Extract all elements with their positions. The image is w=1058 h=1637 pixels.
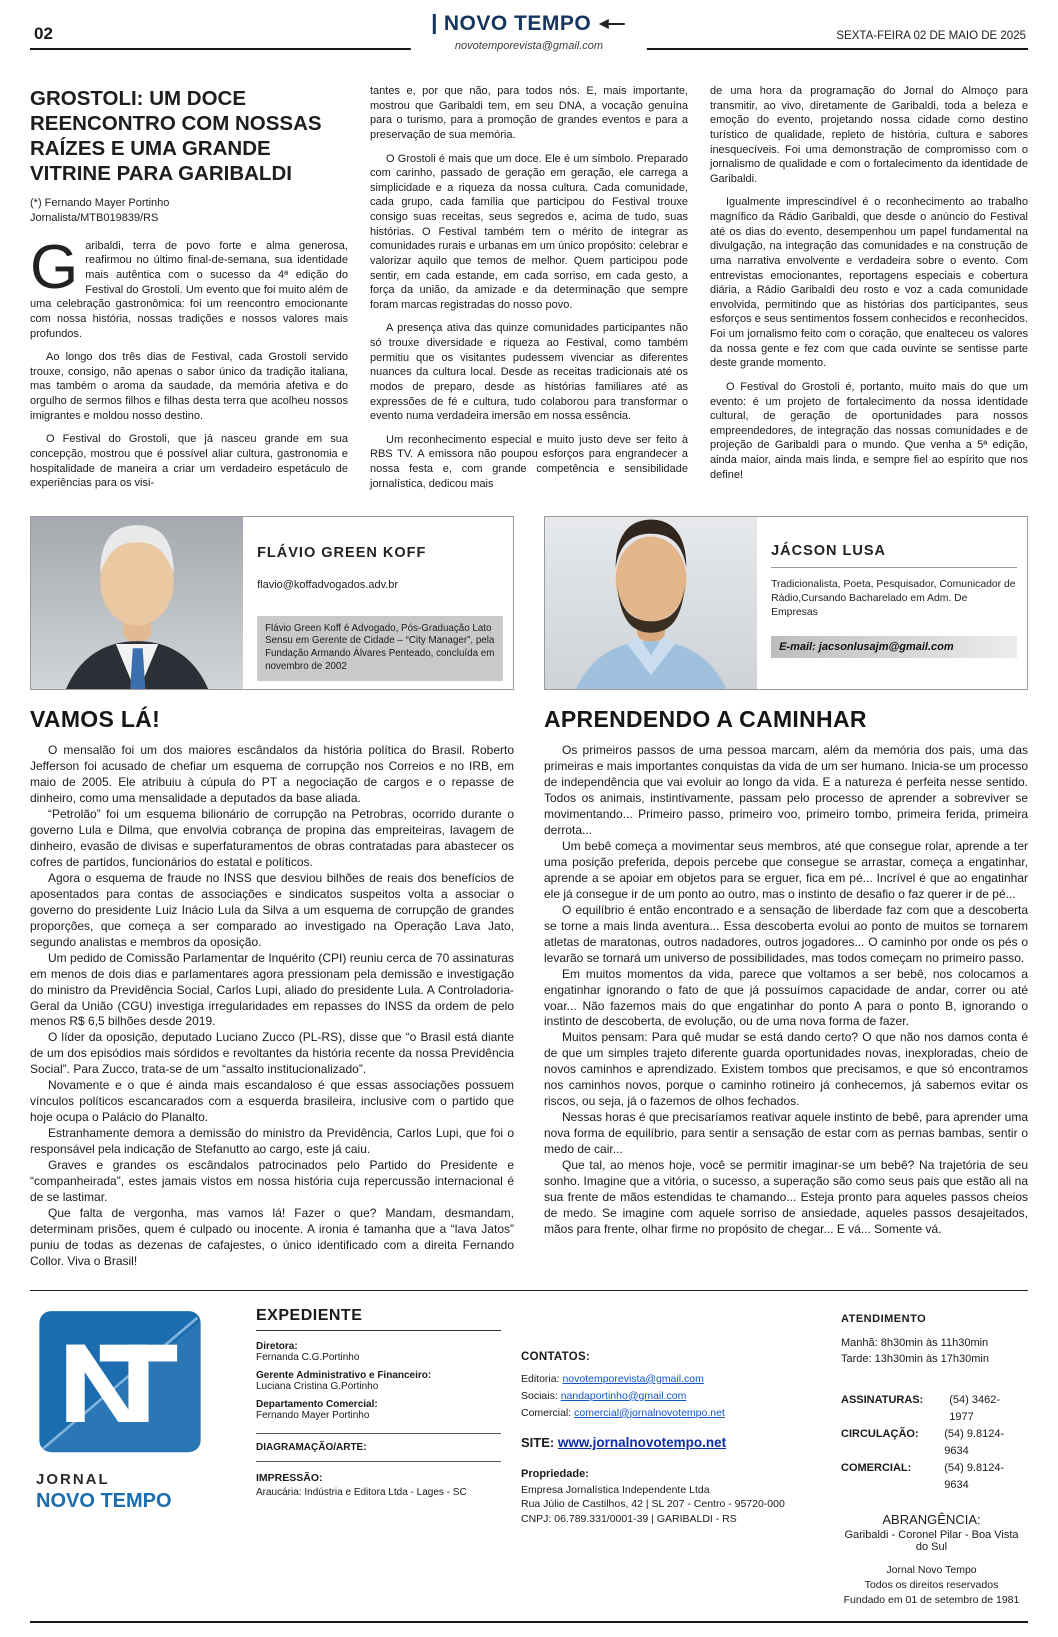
article-body-aprendendo	[544, 743, 1028, 1238]
abrangencia-block	[841, 1512, 1022, 1553]
main-article-column-2	[370, 84, 688, 500]
columnists-section	[30, 516, 1028, 1269]
column-2-paragraphs	[370, 152, 688, 492]
phone-row	[841, 1460, 1022, 1494]
footer-logo-column	[36, 1307, 236, 1609]
paragraph: Graves e grandes os escândalos patrocinados pelo Partido do Presidente e “companheirada”, estes jamais vistos em nossa história cuja repercussão internacional é de se lastimar.	[30, 1158, 514, 1204]
impressao-label: IMPRESSÃO:	[256, 1471, 323, 1484]
paragraph: Os primeiros passos de uma pessoa marcam, além da memória dos pais, uma das primeiras e mais importantes conquistas da vida de um ser humano. Inicia-se um processo de independência que vai evoluir ao longo da vida. E a natureza é perfeita nesse sentido. Todos os animais, instintivamente, passam pelo processo de aprender a sobreviver se movimentando... Primeiro passo, primeiro voo, primeiro tombo, primeira ferida, primeira derrota...	[544, 743, 1028, 838]
paragraph: Nessas horas é que precisaríamos reativar aquele instinto de bebê, para aprender uma nova forma de equilíbrio, para sentir a sensação de estar com as pernas bambas, sentir o medo de cair...	[544, 1110, 1028, 1157]
paragraph: Um pedido de Comissão Parlamentar de Inquérito (CPI) reuniu cerca de 70 assinaturas em menos de dois dias e parlamentares agora pressionam pela demissão e investigação do ministro da Previdência Social, Carlos Lupi, aliado do presidente Lula. A Controladoria-Geral da União (CGU) investiga irregularidades em repasses do INSS da ordem de pelo menos R$ 6,5 bilhões desde 2019.	[30, 950, 514, 1029]
page-footer	[30, 1290, 1028, 1623]
phone-value: (54) 3462-1977	[949, 1393, 1001, 1423]
footer-info-line: Fundado em 01 de setembro de 1981	[843, 1594, 1020, 1607]
contato-email-link[interactable]: novotemporevista@gmail.com	[562, 1372, 704, 1385]
main-article	[30, 84, 1028, 500]
atendimento-line: Tarde: 13h30min às 17h30min	[841, 1353, 989, 1366]
paragraph: Ao longo dos três dias de Festival, cada Grostoli servido trouxe, consigo, não apenas o sabor único da tradição italiana, mas também o aroma da saudade, da memória afetiva e do orgulho de sermos filhos e filhas desta terra que acolheu nossos imigrantes e moldou nosso destino.	[30, 351, 348, 422]
byline	[30, 196, 348, 227]
paragraph: Em muitos momentos da vida, parece que voltamos a ser bebê, nos colocamos a engatinhar ignorando o fato de que já possuímos capacidade de andar, correr ou até voar... Não fazemos mais do que engatinhar do ponto A para o ponto B, ignorando o instinto de descoberta, de evolução, ou de uma nova forma de fazer.	[544, 966, 1028, 1029]
staff-name: Fernando Mayer Portinho	[256, 1409, 370, 1421]
phone-label: COMERCIAL:	[841, 1461, 912, 1474]
footer-atendimento	[841, 1307, 1022, 1609]
author-email: flavio@koffadvogados.adv.br	[257, 579, 399, 592]
staff-entry	[256, 1341, 501, 1363]
byline-credentials: Jornalista/MTB019839/RS	[30, 212, 159, 225]
propriedade-title: Propriedade:	[521, 1467, 589, 1480]
author-info-jacson	[757, 517, 1027, 689]
contato-label: Comercial:	[521, 1406, 575, 1419]
staff-role: Diretora:	[256, 1340, 298, 1352]
author-name: FLÁVIO GREEN KOFF	[257, 545, 427, 562]
site-label: SITE:	[521, 1434, 558, 1450]
impressao-value: Araucária: Indústria e Editora Ltda - Lages - SC	[256, 1486, 467, 1498]
propriedade-line: Empresa Jornalística Independente Ltda	[521, 1483, 710, 1496]
atendimento-lines	[841, 1335, 1022, 1368]
footer-expediente	[256, 1307, 501, 1609]
paragraph: O mensalão foi um dos maiores escândalos da história política do Brasil. Roberto Jefferson foi acusado de chefiar um esquema de corrupção nos Correios e no IRB, em maio de 2005. Ele atribuiu à cúpula do PT a negociação de cargos e o repasse de dinheiro, como uma mensalidade a deputados da base aliada.	[30, 743, 514, 806]
main-article-title: GROSTOLI: UM DOCE REENCONTRO COM NOSSAS RAÍZES E UMA GRANDE VITRINE PARA GARIBALDI	[30, 87, 322, 185]
paragraph: Estranhamente demora a demissão do ministro da Previdência, Carlos Lupi, que foi o responsável pela indicação de Stefanutto ao cargo, este já caiu.	[30, 1126, 514, 1157]
footer-logo-jornal: JORNAL	[36, 1470, 110, 1488]
column-1-paragraphs	[30, 350, 348, 491]
paragraph: A presença ativa das quinze comunidades participantes não só trouxe diversidade e riqueza ao Festival, como também permitiu que os visitantes pudessem vivenciar as diferentes nuances da cultura local. Desde as receitas tradicionais até os modos de preparo, desde as histórias familiares até as expressões de fé e cultura, tudo colaborou para transformar o evento numa verdadeira imersão em nossa essência.	[370, 322, 688, 423]
phone-label: CIRCULAÇÃO:	[841, 1427, 919, 1440]
column-3-paragraphs	[710, 195, 1028, 482]
paragraph: Muitos pensam: Para quê mudar se está dando certo? O que não nos damos conta é de que um simples trajeto diferente guarda oportunidades novas, inexploradas, cheio de novos caminhos e aprendizado. Existem tombos que precisamos, e que só encontramos nos caminhos novos, porque o caminho rotineiro já conhecemos, já sabemos evitar os riscos, ou seja, já o fazemos de olhos fechados.	[544, 1030, 1028, 1109]
jacson-photo	[545, 517, 757, 689]
lead-paragraph	[30, 232, 348, 341]
lead-text: aribaldi, terra de povo forte e alma generosa, reafirmou no último final-de-semana, sua identidade mais autêntica com o sucesso da 4ª edição do Festival do Grostoli. Um evento que foi muito além de uma celebração gastronômica: foi um reencontro emocionante com nossa história, nossas tradições e nossos valores mais profundos.	[30, 239, 348, 340]
propriedade-line: Rua Júlio de Castilhos, 42 | SL 207 - Centro - 95720-000	[521, 1498, 785, 1511]
nt-logo-icon	[36, 1311, 236, 1459]
masthead-title: NOVO TEMPO	[443, 12, 592, 35]
article-title-vamos-la: VAMOS LÁ!	[30, 706, 161, 733]
phone-value: (54) 9.8124-9634	[944, 1427, 1005, 1457]
paragraph: O Festival do Grostoli é, portanto, muito mais do que um evento: é um projeto de fortalecimento da nossa identidade cultural, de geração de oportunidades para nossos empreendedores, de integração das nossas comunidades e de projeção de Garibaldi para o mundo. Que venha a 5ª edição, ainda maior, ainda mais linda, e sempre fiel ao espírito que nos define!	[710, 380, 1028, 481]
phone-row	[841, 1392, 1022, 1426]
byline-author: (*) Fernando Mayer Portinho	[30, 197, 170, 209]
site-row	[521, 1435, 821, 1450]
paragraph: Novamente e o que é ainda mais escandaloso é que essas associações possuem vínculos políticos escancarados com a esquerda brasileira, inclusive com o partido que hoje ocupa o Palácio do Planalto.	[30, 1078, 514, 1125]
page-number: 02	[34, 24, 53, 43]
propriedade-lines	[521, 1483, 821, 1527]
phone-value: (54) 9.8124-9634	[944, 1461, 1005, 1491]
masthead-date: SEXTA-FEIRA 02 DE MAIO DE 2025	[836, 30, 1026, 42]
propriedade-block	[521, 1468, 821, 1527]
paragraph: O equilíbrio é então encontrado e a sensação de liberdade faz com que a descoberta se torne a mais linda aventura... Essa descoberta evolui ao ponto de muitos se tornarem atletas de maratonas, outros nadadores, outros jogadores... O caminho por onde os pés o levarão se tornará um universo de possibilidades, mas todos começam no primeiro passo.	[544, 902, 1028, 965]
author-box-flavio	[30, 516, 514, 690]
contato-email-link[interactable]: nandaportinho@gmail.com	[560, 1389, 687, 1402]
contato-row	[521, 1373, 821, 1385]
phone-label: ASSINATURAS:	[841, 1393, 924, 1406]
author-caption: Flávio Green Koff é Advogado, Pós-Graduação Lato Sensu em Gerente de Cidade – “City Manager”, pela Fundação Armando Álvares Penteado, concluída em novembro de 2002	[257, 616, 503, 682]
masthead-center	[411, 12, 647, 52]
masthead-email: novotemporevista@gmail.com	[454, 40, 604, 52]
paragraph: Igualmente imprescindível é o reconhecimento ao trabalho magnífico da Rádio Garibaldi, que desde o anúncio do Festival até os dias do evento, desempenhou um papel fundamental na divulgação, na integração das comunidades e na construção de uma narrativa envolvente e verdadeira sobre o evento. Com entrevistas emocionantes, reportagens especiais e cobertura diária, a Rádio Garibaldi deu rosto e voz a cada comunidade envolvida, permitindo que as histórias dos participantes, seus esforços e seus sentimentos fossem conhecidos e reconhecidos. Foi um jornalismo feito com o coração, que enalteceu os valores da nossa gente e fez com que cada ouvinte se sentisse parte deste grande momento.	[710, 196, 1028, 370]
masthead	[30, 10, 1028, 70]
author-email: E-mail: jacsonlusajm@gmail.com	[771, 636, 1017, 658]
paragraph: “Petrolão” foi um esquema bilionário de corrupção na Petrobras, ocorrido durante o governo Lula e Dilma, que envolvia cobrança de propina das empreiteiras, lavagem de dinheiro, evasão de divisas e superfaturamentos de obras contratadas para abastecer os cofres de partidos, funcionários do estatal e políticos.	[30, 807, 514, 869]
article-body-vamos-la	[30, 743, 514, 1269]
drop-cap: G	[30, 232, 79, 302]
contato-label: Editoria:	[521, 1372, 563, 1385]
author-box-jacson	[544, 516, 1028, 690]
staff-name: Fernanda C.G.Portinho	[256, 1351, 360, 1363]
article-title-aprendendo: APRENDENDO A CAMINHAR	[544, 706, 867, 733]
columnist-left	[30, 516, 514, 1269]
paragraph-continuation: tantes e, por que não, para todos nós. E, mais importante, mostrou que Garibaldi tem, em seu DNA, a vocação genuína para o turismo, para a promoção de grandes eventos e para a preservação de sua memória.	[370, 85, 688, 141]
paragraph: O Festival do Grostoli, que já nasceu grande em sua concepção, mostrou que é possível aliar cultura, gastronomia e hospitalidade de maneira a criar um verdadeiro espetáculo de experiências para os visi-	[30, 433, 348, 490]
staff-name: Luciana Cristina G.Portinho	[256, 1380, 379, 1392]
paragraph-continuation: de uma hora da programação do Jornal do Almoço para transmitir, ao vivo, diretamente de Garibaldi, toda a beleza e emoção do evento, projetando nossa cidade como destino turístico de qualidade, repleto de história, cultura e sabores inesquecíveis. Foi uma demonstração de compromisso com o jornalismo de qualidade e com o fortalecimento da identidade de Garibaldi.	[710, 85, 1028, 185]
footer-info-block	[841, 1563, 1022, 1609]
paragraph: Um bebê começa a movimentar seus membros, até que consegue rolar, aprende a ter uma posição preferida, depois percebe que consegue se arrastar, começa a engatinhar, aprende a se apoiar em objetos para se erguer, fica em pé... Incrível é que ao engatinhar ele já consegue ir de um ponto ao outro, mas o instinto de desafio o faz querer ir de pé...	[544, 838, 1028, 901]
paragraph: Um reconhecimento especial e muito justo deve ser feito à RBS TV. A emissora não poupou esforços para engrandecer a nossa festa e, com grande competência e sensibilidade jornalística, dedicou mais	[370, 433, 688, 490]
abrangencia-value: Garibaldi - Coronel Pilar - Boa Vista do Sul	[844, 1528, 1019, 1553]
author-info-flavio	[243, 517, 513, 689]
paragraph: O Grostoli é mais que um doce. Ele é um símbolo. Preparado com carinho, passado de geração em geração, ele carrega a simplicidade e a riqueza da nossa cultura. Cada comunidade, cada grupo, cada família que participou do Festival trouxe consigo suas receitas, seus segredos e, acima de tudo, suas histórias. O Festival também tem o mérito de integrar as comunidades rurais e urbanas em um único propósito: celebrar e valorizar aquilo que temos de melhor. Quem participou pode sentir, em cada estande, em cada sorriso, em cada gesto, a força da união, da amizade e da determinação que sempre foram marcas registradas do nosso povo.	[370, 152, 688, 311]
contato-row	[521, 1390, 821, 1402]
paragraph: Que falta de vergonha, mas vamos lá! Fazer o que? Mandam, desmandam, determinam prisões, quem é culpado ou inocente. A ironia é tamanha que a “lava Jatos” puniu de todas as dezenas de cafajestes, o único identificado com a direita Fernando Collor. Viva o Brasil!	[30, 1205, 514, 1268]
main-article-column-1	[30, 84, 348, 500]
atendimento-line: Manhã: 8h30min às 11h30min	[841, 1336, 989, 1349]
staff-entry	[256, 1399, 501, 1421]
abrangencia-title: ABRANGÊNCIA:	[882, 1511, 981, 1527]
footer-contatos	[521, 1307, 821, 1609]
contatos-title: CONTATOS:	[521, 1350, 591, 1363]
atendimento-title: ATENDIMENTO	[841, 1312, 927, 1325]
flavio-photo	[31, 517, 243, 689]
footer-info-line: Todos os direitos reservados	[864, 1579, 999, 1592]
footer-logo-name: NOVO TEMPO	[36, 1489, 172, 1512]
pen-icon	[599, 18, 625, 30]
staff-role: Departamento Comercial:	[256, 1398, 378, 1410]
author-name: JÁCSON LUSA	[771, 543, 1017, 568]
columnist-right	[544, 516, 1028, 1269]
footer-info-line: Jornal Novo Tempo	[886, 1563, 977, 1576]
contato-row	[521, 1407, 821, 1419]
author-bio: Tradicionalista, Poeta, Pesquisador, Comunicador de Rádio,Cursando Bacharelado em Adm. De Empresas	[771, 579, 1016, 619]
main-article-column-3	[710, 84, 1028, 500]
paragraph: O líder da oposição, deputado Luciano Zucco (PL-RS), disse que “o Brasil está diante de um dos episódios mais sórdidos e revoltantes da história recente da nossa Previdência Social”. Para Zucco, trata-se de um “assalto institucionalizado”.	[30, 1030, 514, 1077]
contato-label: Sociais:	[521, 1389, 561, 1402]
contato-email-link[interactable]: comercial@jornalnovotempo.net	[574, 1406, 725, 1419]
staff-entry	[256, 1370, 501, 1392]
masthead-bar	[433, 14, 436, 34]
paragraph: Que tal, ao menos hoje, você se permitir imaginar-se um bebê? Na trajetória de seu sonho. Imagine que a vitória, o sucesso, a superação são como seus pais que estão ali na sua frente de mãos estendidas te chamando... Esteja pronto para aqueles passos cheios de medo. Se imagine com aquele sorriso de ansiedade, aqueles passos desajeitados, mãos para frente, olhar firme no propósito de chegar... E vá... Somente vá.	[544, 1158, 1028, 1236]
expediente-title: EXPEDIENTE	[256, 1307, 501, 1331]
staff-role: Gerente Administrativo e Financeiro:	[256, 1369, 432, 1381]
site-link[interactable]: www.jornalnovotempo.net	[557, 1434, 727, 1450]
paragraph: Agora o esquema de fraude no INSS que desviou bilhões de reais dos benefícios de aposentados para contas de associações e sindicatos suspeitos volta a associar o governo do presidente Luiz Inácio Lula da Silva a um esquema de corrupção de grandes proporções, que começa a ser comparado ao investigado na Operação Lava Jato, segundo analistas e membros da oposição.	[30, 870, 514, 949]
diagramacao-label: DIAGRAMAÇÃO/ARTE:	[256, 1433, 501, 1462]
propriedade-line: CNPJ: 06.789.331/0001-39 | GARIBALDI - RS	[521, 1513, 737, 1526]
